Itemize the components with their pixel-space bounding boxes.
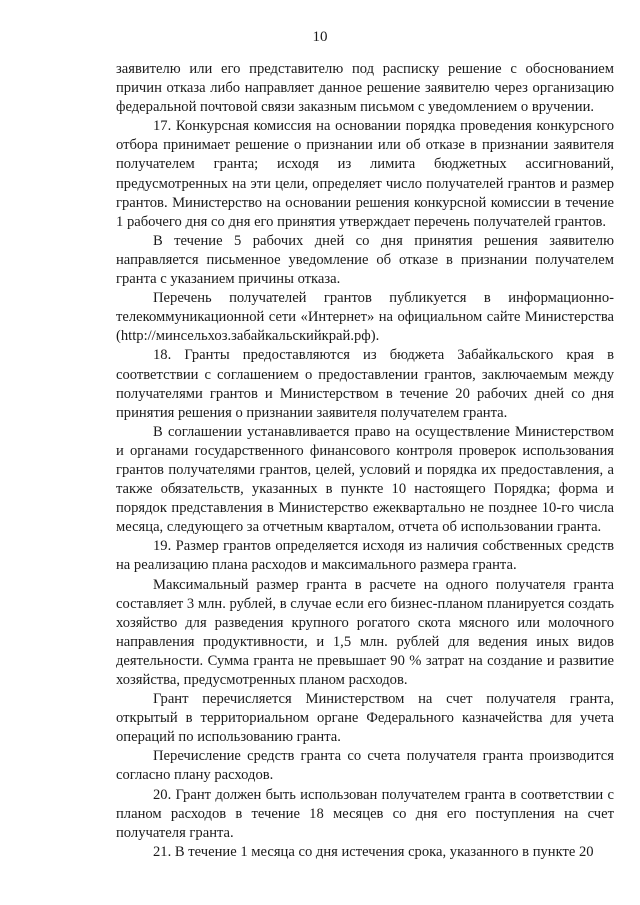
- document-body: [116, 60, 614, 862]
- paragraph: В соглашении устанавливается право на осуществление Министерством и органами государственного финансового контроля проверок использования грантов получателями грантов, целей, условий и порядка их предоставления, а также обязательств, указанных в пункте 10 настоящего Порядка; форма и порядок представления в Министерство ежеквартально не позднее 10-го числа месяца, следующего за отчетным кварталом, отчета об использовании гранта.: [116, 423, 614, 536]
- paragraph: Перечень получателей грантов публикуется в информационно-телекоммуникационной сети «Интернет» на официальном сайте Министерства (http://минсельхоз.забайкальскийкрай.рф).: [116, 290, 614, 345]
- paragraph: Максимальный размер гранта в расчете на одного получателя гранта составляет 3 млн. рублей, в случае если его бизнес-планом планируется создать хозяйство для разведения крупного рогатого скота мясного или молочного направления продуктивности, и 1,5 млн. рублей для ведения иных видов деятельности. Сумма гранта не превышает 90 % затрат на создание и развитие хозяйства, предусмотренных планом расходов.: [116, 576, 614, 688]
- paragraph: Перечисление средств гранта со счета получателя гранта производится согласно плану расходов.: [116, 748, 614, 784]
- paragraph-19: 19. Размер грантов определяется исходя из наличия собственных средств на реализацию плана расходов и максимального размера гранта.: [116, 538, 614, 574]
- paragraph-17: 17. Конкурсная комиссия на основании порядка проведения конкурсного отбора принимает решение о признании или об отказе в признании заявителя получателем гранта; исходя из лимита бюджетных ассигнований, предусмотренных на эти цели, определяет число получателей грантов и размер грантов. Министерство на основании решения конкурсной комиссии в течение 1 рабочего дня со дня его принятия утверждает перечень получателей грантов.: [116, 118, 614, 230]
- paragraph: В течение 5 рабочих дней со дня принятия решения заявителю направляется письменное уведомление об отказе в признании получателем гранта с указанием причины отказа.: [116, 232, 614, 288]
- paragraph-21: 21. В течение 1 месяца со дня истечения срока, указанного в пункте 20: [153, 843, 594, 860]
- paragraph-18: 18. Гранты предоставляются из бюджета Забайкальского края в соответствии с соглашением о предоставлении грантов, заключаемым между получателями грантов и Министерством в течение 20 рабочих дней со дня принятия решения о признании заявителя получателем гранта.: [116, 347, 614, 421]
- page-number: 10: [312, 29, 328, 45]
- paragraph-20: 20. Грант должен быть использован получателем гранта в соответствии с планом расходов в течение 18 месяцев со дня его поступления на счет получателя гранта.: [116, 786, 614, 841]
- paragraph: Грант перечисляется Министерством на счет получателя гранта, открытый в территориальном органе Федерального казначейства для учета операций по использованию гранта.: [116, 691, 614, 746]
- paragraph: заявителю или его представителю под расписку решение с обоснованием причин отказа либо направляет данное решение заявителю через организацию федеральной почтовой связи заказным письмом с уведомлением о вручении.: [116, 61, 614, 116]
